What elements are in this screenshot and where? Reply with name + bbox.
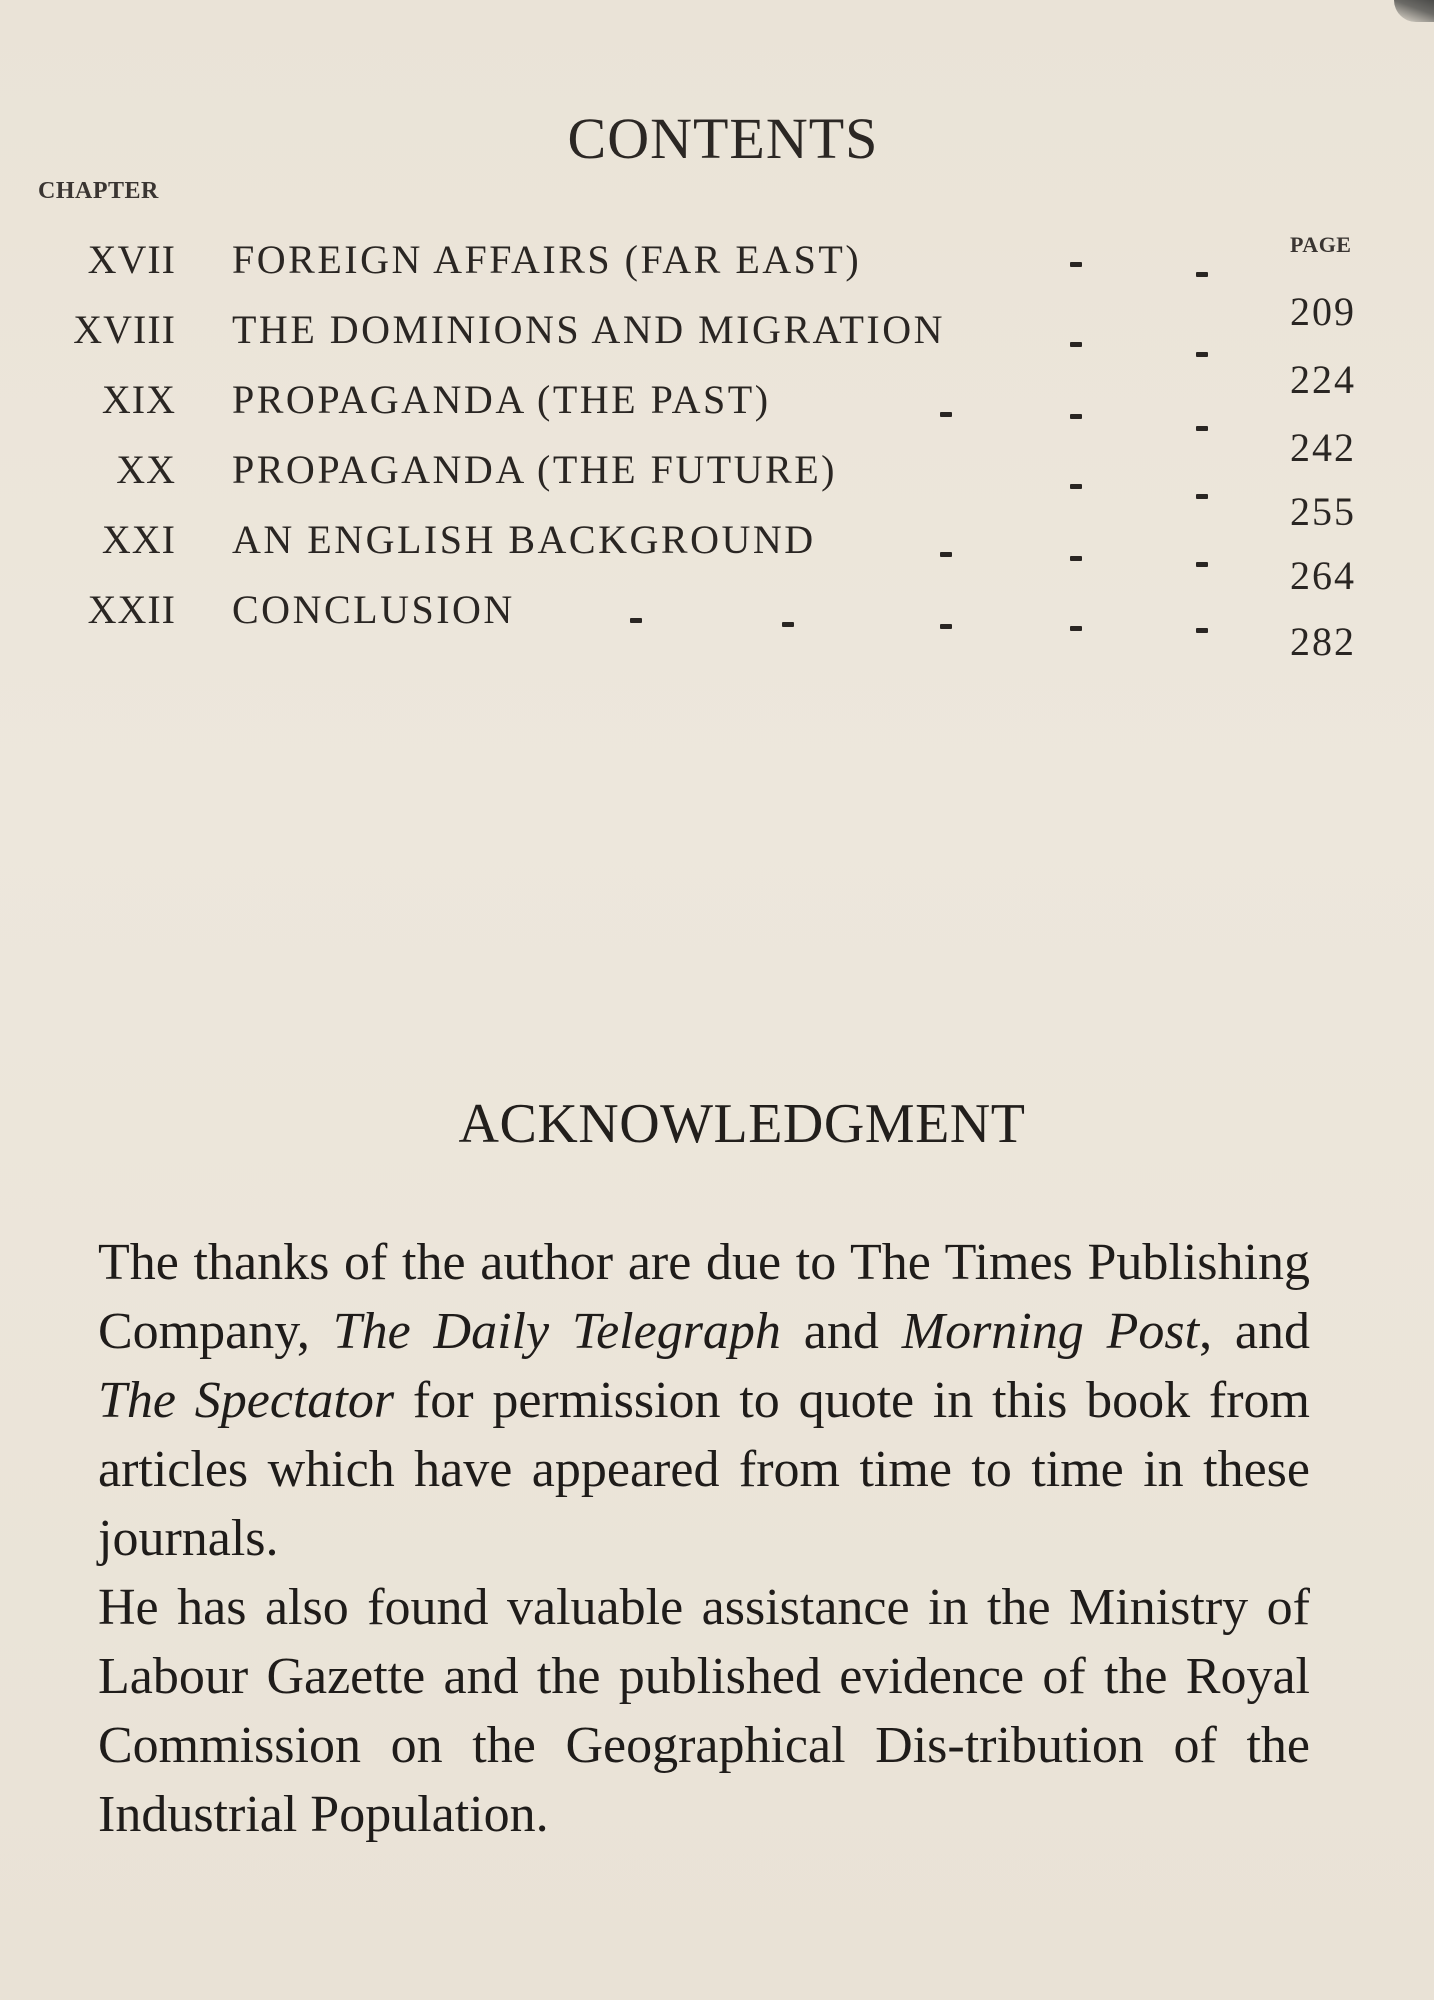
chapter-title: AN ENGLISH BACKGROUND (232, 517, 816, 562)
leader-dash (782, 622, 794, 627)
chapter-page: 224 (1290, 357, 1356, 402)
leader-dash (1196, 628, 1208, 633)
publication-title: The Spectator (98, 1372, 395, 1429)
chapter-page: 255 (1290, 489, 1356, 534)
chapter-number: XVII (87, 237, 176, 282)
chapter-number: XIX (101, 377, 176, 422)
toc-entry (0, 516, 1434, 598)
leader-dash (1070, 414, 1082, 419)
leader-dash (940, 412, 952, 417)
chapter-page: 209 (1290, 289, 1356, 334)
publication-title: Morning Post (901, 1303, 1200, 1360)
chapter-number: XXI (101, 517, 176, 562)
leader-dash (1196, 426, 1208, 431)
chapter-number: XX (116, 447, 176, 492)
text-run: for permission to quote in this book from articles which have appeared from time to time in these journals. (98, 1372, 1310, 1567)
leader-dash (1196, 494, 1208, 499)
leader-dash (630, 618, 642, 623)
chapter-page: 264 (1290, 553, 1356, 598)
chapter-title: PROPAGANDA (THE FUTURE) (232, 447, 837, 492)
text-run: , and (1199, 1303, 1310, 1360)
chapter-number: XXII (87, 587, 176, 632)
leader-dash (1070, 262, 1082, 267)
text-run: The thanks of the author are due to The Times Publishing Company, (98, 1234, 1310, 1360)
leader-dash (1196, 272, 1208, 277)
chapter-title: PROPAGANDA (THE PAST) (232, 377, 771, 422)
publication-title: The Daily Telegraph (332, 1303, 781, 1360)
acknowledgment-heading: ACKNOWLEDGMENT (458, 1093, 1026, 1155)
leader-dash (1070, 626, 1082, 631)
leader-dash (1196, 562, 1208, 567)
chapter-title: FOREIGN AFFAIRS (FAR EAST) (232, 237, 862, 282)
contents-heading: CONTENTS (567, 106, 879, 171)
chapter-title: THE DOMINIONS AND MIGRATION (232, 307, 946, 352)
chapter-column-label: CHAPTER (38, 178, 159, 204)
leader-dash (940, 552, 952, 557)
page-column-label: PAGE (1290, 232, 1352, 257)
chapter-number: XVIII (73, 307, 176, 352)
leader-dash (1070, 342, 1082, 347)
acknowledgment-paragraph (98, 1228, 1310, 1573)
page-corner-shadow (1394, 0, 1434, 22)
leader-dash (1070, 556, 1082, 561)
text-run: and (803, 1303, 879, 1360)
toc-entry (0, 446, 1434, 534)
toc-entry (0, 586, 1434, 664)
leader-dash (1070, 484, 1082, 489)
acknowledgment-body (98, 1228, 1310, 1849)
leader-dash (940, 624, 952, 629)
leader-dash (1196, 352, 1208, 357)
acknowledgment-paragraph: He has also found valuable assistance in the Ministry of Labour Gazette and the published evidence of the Royal Commission on the Geographical Dis-tribution of the Industrial Population. (98, 1579, 1310, 1843)
chapter-page: 242 (1290, 425, 1356, 470)
chapter-page: 282 (1290, 619, 1356, 664)
chapter-title: CONCLUSION (232, 587, 515, 632)
